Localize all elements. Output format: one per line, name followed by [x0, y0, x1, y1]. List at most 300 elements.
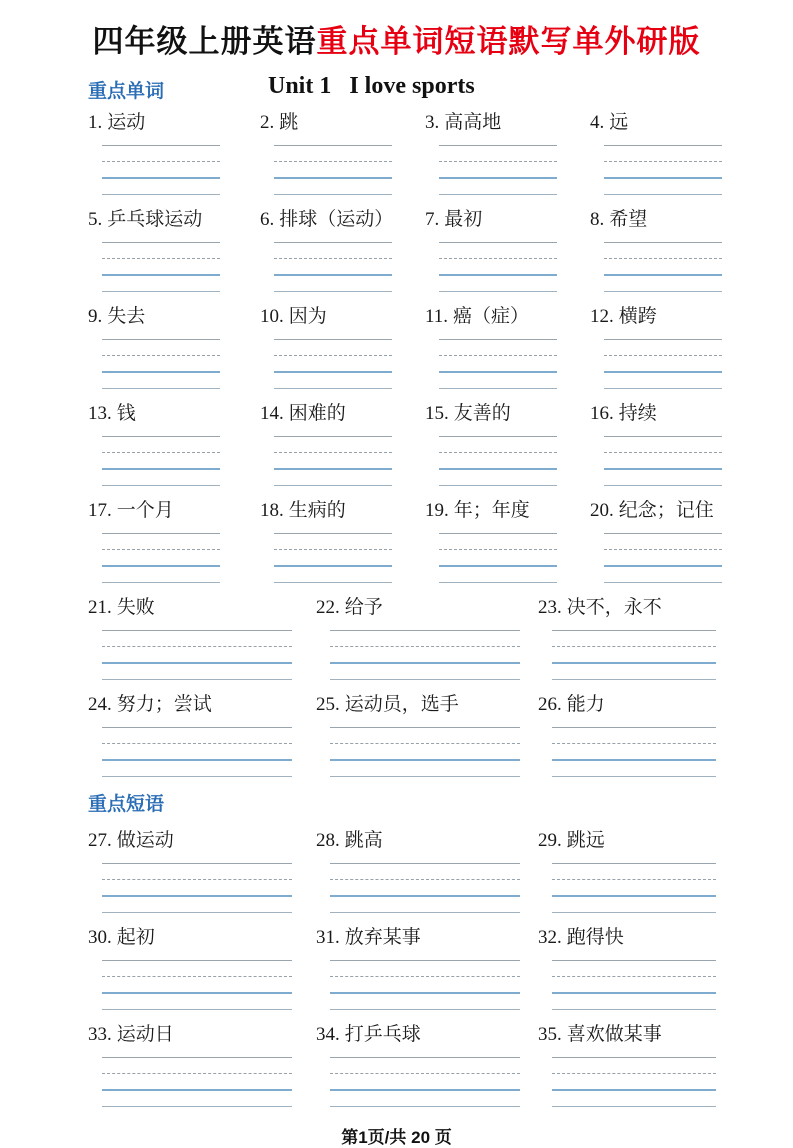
- writing-line-bottom: [330, 761, 520, 777]
- item-number: 1.: [88, 111, 103, 133]
- writing-line-dashed: [274, 340, 392, 356]
- writing-line-baseline: [439, 162, 557, 179]
- word-row: [88, 498, 724, 583]
- item-text: 能力: [566, 693, 605, 715]
- writing-lines: [330, 718, 520, 777]
- worksheet-content: [88, 110, 724, 1107]
- writing-line-top: [102, 330, 220, 340]
- writing-line-baseline: [604, 453, 722, 470]
- writing-line-bottom: [274, 567, 392, 583]
- item-number: 12.: [590, 305, 614, 327]
- word-label: [88, 595, 316, 621]
- item-number: 19.: [425, 499, 449, 521]
- writing-line-bottom: [552, 994, 716, 1010]
- writing-line-bottom: [102, 897, 292, 913]
- word-item: [590, 110, 724, 195]
- item-number: 16.: [590, 402, 614, 424]
- item-number: 13.: [88, 402, 112, 424]
- word-label: [88, 498, 260, 524]
- writing-line-bottom: [604, 373, 722, 389]
- writing-line-bottom: [604, 567, 722, 583]
- writing-line-baseline: [274, 162, 392, 179]
- item-text: 运动日: [116, 1023, 174, 1045]
- item-text: 跳: [279, 111, 299, 133]
- word-item: [88, 401, 260, 486]
- writing-line-top: [102, 427, 220, 437]
- item-text: 高高地: [444, 111, 502, 133]
- word-item: [316, 692, 538, 777]
- writing-line-bottom: [604, 179, 722, 195]
- word-item: [88, 207, 260, 292]
- writing-line-top: [330, 854, 520, 864]
- phrase-item: [538, 828, 724, 913]
- writing-line-top: [439, 233, 557, 243]
- writing-line-top: [604, 233, 722, 243]
- item-text: 跳高: [344, 829, 383, 851]
- item-text: 年；年度: [453, 499, 530, 521]
- writing-line-baseline: [274, 356, 392, 373]
- phrase-item: [316, 1022, 538, 1107]
- writing-line-dashed: [552, 1058, 716, 1074]
- writing-line-bottom: [274, 373, 392, 389]
- item-number: 5.: [88, 208, 103, 230]
- writing-line-top: [102, 233, 220, 243]
- writing-lines: [330, 951, 520, 1010]
- writing-line-baseline: [604, 356, 722, 373]
- word-item: [590, 304, 724, 389]
- item-text: 困难的: [288, 402, 346, 424]
- word-item: [260, 207, 425, 292]
- word-label: [88, 207, 260, 233]
- item-text: 运动: [107, 111, 146, 133]
- word-item: [425, 498, 590, 583]
- writing-line-top: [330, 1048, 520, 1058]
- writing-lines: [274, 330, 392, 389]
- writing-line-baseline: [274, 259, 392, 276]
- item-text: 一个月: [116, 499, 174, 521]
- section-label-words: 重点单词: [88, 80, 165, 102]
- word-item: [425, 401, 590, 486]
- word-item: [538, 595, 724, 680]
- word-row: [88, 304, 724, 389]
- writing-line-bottom: [552, 1091, 716, 1107]
- writing-line-bottom: [102, 994, 292, 1010]
- writing-line-baseline: [102, 550, 220, 567]
- writing-lines: [330, 854, 520, 913]
- writing-line-baseline: [330, 647, 520, 664]
- word-item: [260, 498, 425, 583]
- phrase-label: [88, 1022, 316, 1048]
- writing-line-bottom: [102, 373, 220, 389]
- phrase-label: [316, 828, 538, 854]
- writing-line-baseline: [552, 880, 716, 897]
- item-text: 排球（运动）: [279, 208, 394, 230]
- item-number: 25.: [316, 693, 340, 715]
- writing-line-top: [330, 951, 520, 961]
- writing-line-baseline: [102, 162, 220, 179]
- writing-line-baseline: [102, 453, 220, 470]
- item-text: 跳远: [566, 829, 605, 851]
- writing-lines: [439, 136, 557, 195]
- word-label: [425, 401, 590, 427]
- word-item: [88, 304, 260, 389]
- phrase-label: [316, 925, 538, 951]
- word-label: [260, 498, 425, 524]
- word-label: [425, 304, 590, 330]
- phrase-label: [538, 1022, 724, 1048]
- writing-lines: [102, 854, 292, 913]
- item-text: 决不，永不: [566, 596, 662, 618]
- writing-line-baseline: [274, 550, 392, 567]
- word-item: [590, 401, 724, 486]
- item-number: 24.: [88, 693, 112, 715]
- writing-line-dashed: [604, 437, 722, 453]
- writing-line-top: [439, 427, 557, 437]
- title-red-part: 重点单词短语默写单外研版: [316, 24, 701, 59]
- writing-lines: [439, 330, 557, 389]
- writing-line-dashed: [274, 437, 392, 453]
- item-number: 32.: [538, 926, 562, 948]
- writing-line-dashed: [604, 146, 722, 162]
- writing-line-dashed: [102, 1058, 292, 1074]
- item-number: 23.: [538, 596, 562, 618]
- item-text: 友善的: [453, 402, 511, 424]
- word-label: [590, 304, 724, 330]
- writing-line-top: [552, 621, 716, 631]
- word-item: [425, 110, 590, 195]
- item-number: 28.: [316, 829, 340, 851]
- word-label: [88, 110, 260, 136]
- word-label: [88, 401, 260, 427]
- writing-line-dashed: [604, 243, 722, 259]
- writing-line-bottom: [102, 567, 220, 583]
- word-label: [590, 498, 724, 524]
- writing-lines: [274, 233, 392, 292]
- item-text: 跑得快: [566, 926, 624, 948]
- item-text: 远: [609, 111, 629, 133]
- word-label: [316, 692, 538, 718]
- word-item: [590, 207, 724, 292]
- word-label: [425, 498, 590, 524]
- item-text: 给予: [344, 596, 383, 618]
- item-number: 30.: [88, 926, 112, 948]
- writing-line-dashed: [552, 631, 716, 647]
- writing-line-bottom: [604, 276, 722, 292]
- writing-line-top: [102, 136, 220, 146]
- item-text: 持续: [618, 402, 657, 424]
- phrase-row: [88, 828, 724, 913]
- writing-line-bottom: [102, 1091, 292, 1107]
- word-row: [88, 401, 724, 486]
- writing-line-dashed: [330, 1058, 520, 1074]
- item-number: 7.: [425, 208, 440, 230]
- phrase-item: [538, 925, 724, 1010]
- phrase-item: [538, 1022, 724, 1107]
- writing-line-dashed: [439, 146, 557, 162]
- writing-line-top: [439, 136, 557, 146]
- writing-line-bottom: [102, 761, 292, 777]
- item-text: 做运动: [116, 829, 174, 851]
- writing-line-dashed: [552, 864, 716, 880]
- item-text: 纪念；记住: [618, 499, 714, 521]
- writing-line-bottom: [552, 897, 716, 913]
- writing-line-dashed: [439, 340, 557, 356]
- section-label-phrases: 重点短语: [88, 793, 165, 815]
- word-row: [88, 207, 724, 292]
- writing-line-baseline: [274, 453, 392, 470]
- writing-line-dashed: [330, 631, 520, 647]
- writing-line-top: [274, 524, 392, 534]
- word-item: [260, 401, 425, 486]
- item-text: 喜欢做某事: [566, 1023, 662, 1045]
- writing-line-dashed: [102, 864, 292, 880]
- writing-line-baseline: [102, 1074, 292, 1091]
- title-black-part: 四年级上册英语: [92, 24, 317, 59]
- writing-line-bottom: [604, 470, 722, 486]
- writing-line-top: [439, 330, 557, 340]
- writing-line-top: [604, 427, 722, 437]
- writing-line-baseline: [604, 550, 722, 567]
- phrase-label: [538, 828, 724, 854]
- writing-line-bottom: [102, 470, 220, 486]
- item-number: 22.: [316, 596, 340, 618]
- item-number: 34.: [316, 1023, 340, 1045]
- item-number: 17.: [88, 499, 112, 521]
- writing-line-dashed: [439, 243, 557, 259]
- writing-line-top: [102, 621, 292, 631]
- writing-lines: [439, 524, 557, 583]
- writing-line-dashed: [102, 146, 220, 162]
- writing-line-top: [102, 854, 292, 864]
- phrase-label: [88, 925, 316, 951]
- writing-line-baseline: [552, 977, 716, 994]
- item-number: 27.: [88, 829, 112, 851]
- writing-lines: [102, 330, 220, 389]
- word-label: [88, 692, 316, 718]
- section-header-row: [88, 72, 793, 110]
- item-text: 癌（症）: [453, 305, 530, 327]
- item-text: 最初: [444, 208, 483, 230]
- writing-line-bottom: [439, 276, 557, 292]
- writing-line-baseline: [102, 356, 220, 373]
- word-item: [88, 692, 316, 777]
- writing-line-dashed: [274, 243, 392, 259]
- word-row: [88, 692, 724, 777]
- writing-line-bottom: [274, 179, 392, 195]
- writing-lines: [102, 136, 220, 195]
- writing-line-bottom: [274, 276, 392, 292]
- writing-line-dashed: [552, 728, 716, 744]
- writing-line-dashed: [102, 437, 220, 453]
- item-number: 8.: [590, 208, 605, 230]
- word-item: [260, 110, 425, 195]
- word-item: [260, 304, 425, 389]
- page-title: [0, 0, 793, 60]
- item-number: 11.: [425, 305, 449, 327]
- writing-line-top: [552, 718, 716, 728]
- word-label: [590, 401, 724, 427]
- writing-lines: [604, 524, 722, 583]
- writing-line-dashed: [604, 534, 722, 550]
- item-text: 生病的: [288, 499, 346, 521]
- writing-line-dashed: [102, 340, 220, 356]
- item-text: 失去: [107, 305, 146, 327]
- phrase-item: [316, 925, 538, 1010]
- writing-line-top: [330, 621, 520, 631]
- phrase-label: [316, 1022, 538, 1048]
- writing-line-baseline: [439, 550, 557, 567]
- writing-line-bottom: [330, 897, 520, 913]
- item-text: 运动员，选手: [344, 693, 459, 715]
- phrase-item: [88, 828, 316, 913]
- writing-lines: [102, 951, 292, 1010]
- item-number: 2.: [260, 111, 275, 133]
- writing-lines: [552, 951, 716, 1010]
- word-label: [260, 304, 425, 330]
- item-text: 钱: [116, 402, 136, 424]
- writing-line-dashed: [439, 437, 557, 453]
- writing-line-baseline: [439, 259, 557, 276]
- writing-lines: [552, 718, 716, 777]
- writing-line-top: [330, 718, 520, 728]
- writing-lines: [552, 621, 716, 680]
- writing-line-top: [274, 136, 392, 146]
- item-number: 3.: [425, 111, 440, 133]
- writing-lines: [102, 233, 220, 292]
- writing-line-dashed: [604, 340, 722, 356]
- word-item: [538, 692, 724, 777]
- writing-line-bottom: [439, 373, 557, 389]
- writing-line-baseline: [552, 744, 716, 761]
- writing-line-dashed: [102, 243, 220, 259]
- word-label: [88, 304, 260, 330]
- word-item: [316, 595, 538, 680]
- item-text: 失败: [116, 596, 155, 618]
- item-number: 18.: [260, 499, 284, 521]
- item-text: 努力；尝试: [116, 693, 212, 715]
- writing-line-bottom: [330, 664, 520, 680]
- writing-lines: [274, 427, 392, 486]
- writing-line-bottom: [330, 994, 520, 1010]
- writing-lines: [330, 1048, 520, 1107]
- writing-lines: [552, 1048, 716, 1107]
- writing-lines: [604, 330, 722, 389]
- writing-line-baseline: [330, 977, 520, 994]
- word-label: [538, 595, 724, 621]
- writing-line-bottom: [439, 179, 557, 195]
- word-label: [260, 207, 425, 233]
- word-item: [88, 498, 260, 583]
- writing-line-top: [274, 233, 392, 243]
- writing-line-bottom: [552, 664, 716, 680]
- word-label: [590, 110, 724, 136]
- writing-line-dashed: [274, 534, 392, 550]
- writing-line-baseline: [439, 356, 557, 373]
- item-text: 起初: [116, 926, 155, 948]
- writing-line-bottom: [439, 470, 557, 486]
- word-label: [590, 207, 724, 233]
- writing-lines: [102, 1048, 292, 1107]
- item-number: 33.: [88, 1023, 112, 1045]
- word-item: [425, 207, 590, 292]
- phrase-item: [316, 828, 538, 913]
- item-text: 因为: [288, 305, 327, 327]
- writing-line-top: [604, 524, 722, 534]
- phrase-row: [88, 925, 724, 1010]
- item-number: 14.: [260, 402, 284, 424]
- item-number: 6.: [260, 208, 275, 230]
- writing-line-dashed: [330, 961, 520, 977]
- writing-lines: [102, 621, 292, 680]
- writing-lines: [552, 854, 716, 913]
- phrase-row: [88, 1022, 724, 1107]
- writing-line-top: [102, 951, 292, 961]
- item-number: 29.: [538, 829, 562, 851]
- writing-line-baseline: [102, 744, 292, 761]
- writing-line-top: [274, 330, 392, 340]
- writing-line-bottom: [439, 567, 557, 583]
- word-label: [538, 692, 724, 718]
- item-text: 乒乓球运动: [107, 208, 203, 230]
- writing-line-baseline: [330, 880, 520, 897]
- writing-line-baseline: [439, 453, 557, 470]
- writing-line-dashed: [274, 146, 392, 162]
- item-number: 4.: [590, 111, 605, 133]
- writing-line-bottom: [102, 276, 220, 292]
- item-number: 26.: [538, 693, 562, 715]
- word-row: [88, 595, 724, 680]
- phrase-label: [538, 925, 724, 951]
- word-item: [88, 110, 260, 195]
- item-number: 35.: [538, 1023, 562, 1045]
- writing-lines: [439, 233, 557, 292]
- writing-line-dashed: [439, 534, 557, 550]
- writing-lines: [102, 718, 292, 777]
- writing-lines: [604, 233, 722, 292]
- writing-lines: [330, 621, 520, 680]
- writing-line-dashed: [330, 864, 520, 880]
- page-footer: 第1页/共 20 页: [341, 1127, 452, 1147]
- writing-line-baseline: [102, 647, 292, 664]
- writing-line-baseline: [330, 744, 520, 761]
- item-number: 21.: [88, 596, 112, 618]
- item-number: 31.: [316, 926, 340, 948]
- writing-line-baseline: [604, 162, 722, 179]
- item-text: 打乒乓球: [344, 1023, 421, 1045]
- writing-lines: [439, 427, 557, 486]
- word-row: [88, 110, 724, 195]
- item-text: 希望: [609, 208, 648, 230]
- writing-line-top: [604, 330, 722, 340]
- writing-line-baseline: [552, 647, 716, 664]
- item-text: 放弃某事: [344, 926, 421, 948]
- writing-lines: [604, 136, 722, 195]
- writing-line-top: [552, 1048, 716, 1058]
- item-number: 20.: [590, 499, 614, 521]
- writing-lines: [102, 427, 220, 486]
- word-label: [260, 110, 425, 136]
- item-number: 15.: [425, 402, 449, 424]
- writing-line-baseline: [102, 880, 292, 897]
- writing-line-top: [552, 854, 716, 864]
- writing-line-top: [102, 524, 220, 534]
- word-item: [425, 304, 590, 389]
- writing-line-dashed: [330, 728, 520, 744]
- writing-line-baseline: [552, 1074, 716, 1091]
- writing-line-top: [552, 951, 716, 961]
- writing-line-baseline: [604, 259, 722, 276]
- writing-line-baseline: [102, 259, 220, 276]
